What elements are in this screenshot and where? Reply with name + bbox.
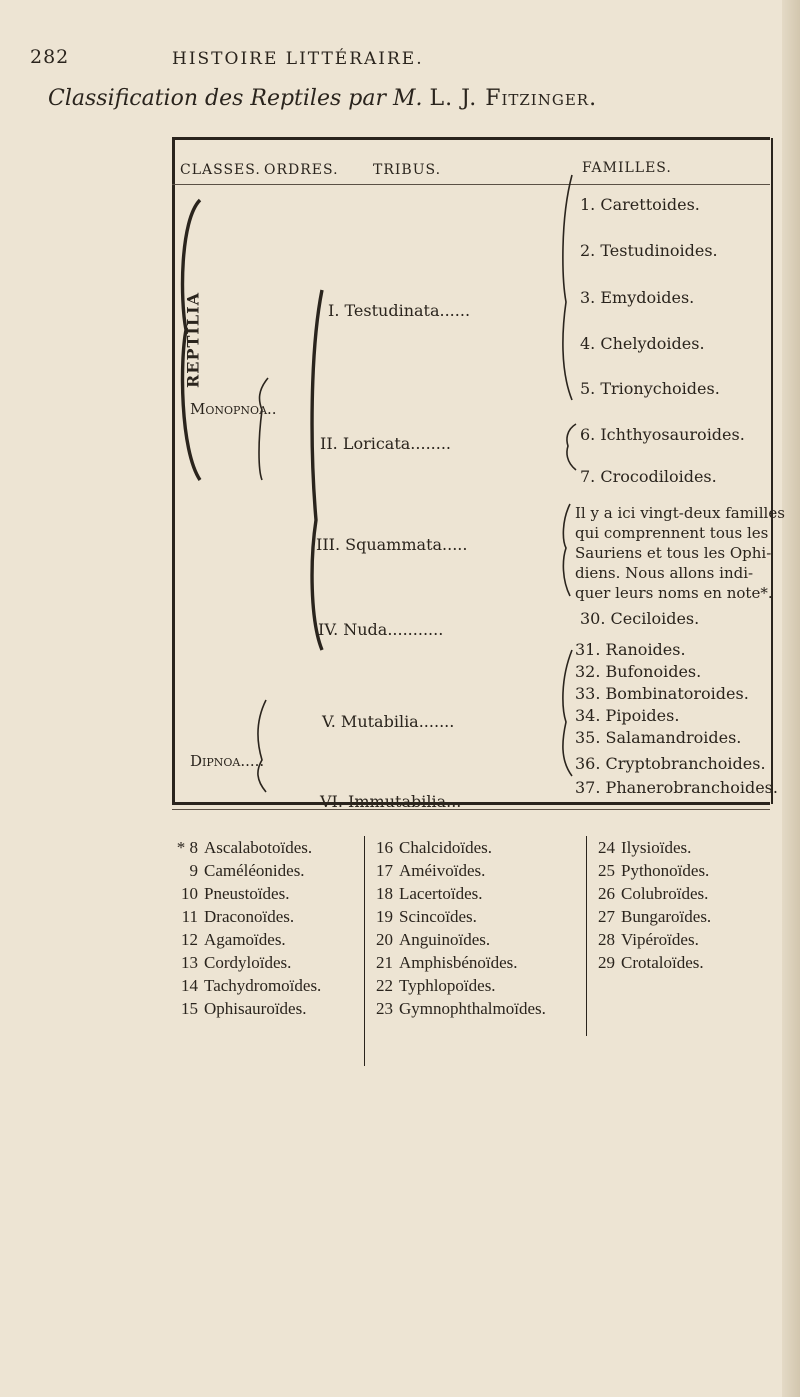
- footnote-name: Chalcidoïdes.: [399, 838, 493, 857]
- footnote-name: Ilysioïdes.: [621, 838, 692, 857]
- footnote-item: [593, 859, 711, 882]
- footnote-name: Tachydromoïdes.: [204, 976, 322, 995]
- footnote-column-3: [586, 836, 711, 1036]
- family-row: [580, 425, 745, 444]
- footnote-item: [371, 928, 546, 951]
- footnote-item: [371, 951, 546, 974]
- footnote-item: [176, 974, 321, 997]
- footnote-number: 14: [181, 976, 198, 995]
- table-bottom-rule-thin: [172, 809, 770, 810]
- footnote-name: Amphisbénoïdes.: [399, 953, 518, 972]
- footnote-name: Vipéroïdes.: [621, 930, 699, 949]
- family-row: [580, 467, 717, 486]
- footnote-number: 19: [376, 907, 393, 926]
- footnote-number: 27: [598, 907, 615, 926]
- tribe-testudinata: I. Testudinata......: [328, 301, 471, 320]
- table-caption: [48, 86, 597, 111]
- note-line: diens. Nous allons indi-: [575, 564, 754, 582]
- footnote-name: Draconoïdes.: [204, 907, 295, 926]
- footnote-name: Colubroïdes.: [621, 884, 709, 903]
- family-name: Salamandroides.: [605, 728, 742, 747]
- footnote-number: 28: [598, 930, 615, 949]
- footnote-name: Gymnophthalmoïdes.: [399, 999, 546, 1018]
- family-row: [580, 379, 720, 398]
- footnote-number: 22: [376, 976, 393, 995]
- family-number: 35.: [575, 728, 601, 747]
- footnote-name: Agamoïdes.: [204, 930, 286, 949]
- footnote-name: Caméléonides.: [204, 861, 305, 880]
- family-name: Ceciloides.: [610, 609, 700, 628]
- footnote-name: Crotaloïdes.: [621, 953, 704, 972]
- squammata-note: [575, 503, 785, 603]
- footnote-number: 26: [598, 884, 615, 903]
- header-classes: CLASSES.: [180, 162, 261, 178]
- family-number: 7.: [580, 467, 596, 486]
- note-line: qui comprennent tous les: [575, 524, 769, 542]
- family-number: 3.: [580, 288, 596, 307]
- family-number: 31.: [575, 640, 601, 659]
- caption-author: L. J. Fitzinger.: [429, 86, 598, 111]
- family-row: [580, 241, 718, 260]
- family-row: [575, 754, 766, 773]
- tribe-loricata: II. Loricata........: [320, 434, 451, 453]
- footnote-number: 13: [181, 953, 198, 972]
- family-number: 1.: [580, 195, 596, 214]
- footnote-name: Lacertoïdes.: [399, 884, 483, 903]
- family-name: Emydoides.: [600, 288, 695, 307]
- footnote-number: 15: [181, 999, 198, 1018]
- family-name: Chelydoides.: [600, 334, 705, 353]
- footnote-item: [176, 859, 321, 882]
- footnote-number: 23: [376, 999, 393, 1018]
- family-number: 37.: [575, 778, 601, 797]
- footnote-name: Améivoïdes.: [399, 861, 486, 880]
- page-number: 282: [30, 46, 70, 68]
- footnote-number: 21: [376, 953, 393, 972]
- footnote-item: [371, 836, 546, 859]
- family-number: 5.: [580, 379, 596, 398]
- running-title: HISTOIRE LITTÉRAIRE.: [172, 49, 424, 69]
- footnote-item: [176, 951, 321, 974]
- footnote-name: Cordyloïdes.: [204, 953, 292, 972]
- header-ordres: ORDRES.: [264, 162, 339, 178]
- footnote-item: [593, 951, 711, 974]
- header-tribus: TRIBUS.: [373, 162, 442, 178]
- note-line: Il y a ici vingt-deux familles: [575, 504, 785, 522]
- order-dipnoa: Dipnoa.....: [190, 752, 265, 770]
- family-number: 36.: [575, 754, 601, 773]
- footnote-name: Scincoïdes.: [399, 907, 477, 926]
- class-reptilia: [176, 290, 210, 390]
- footnote-name: Ophisauroïdes.: [204, 999, 307, 1018]
- family-number: 34.: [575, 706, 601, 725]
- family-number: 4.: [580, 334, 596, 353]
- footnote-item: [176, 928, 321, 951]
- family-name: Crocodiloides.: [600, 467, 717, 486]
- order-monopnoa: Monopnoa..: [190, 400, 277, 418]
- footnote-item: [176, 997, 321, 1020]
- footnote-number: 17: [376, 861, 393, 880]
- family-name: Ranoides.: [605, 640, 686, 659]
- family-name: Bufonoides.: [605, 662, 702, 681]
- footnote-item: [371, 882, 546, 905]
- family-row: [580, 195, 700, 214]
- family-row: [575, 778, 778, 797]
- footnote-number: 9: [189, 861, 198, 880]
- family-number: 30.: [580, 609, 606, 628]
- footnote-number: 18: [376, 884, 393, 903]
- footnote-item: [371, 905, 546, 928]
- header-familles: FAMILLES.: [582, 160, 672, 176]
- footnote-name: Bungaroïdes.: [621, 907, 712, 926]
- family-number: 32.: [575, 662, 601, 681]
- family-name: Ichthyosauroides.: [600, 425, 745, 444]
- note-line: Sauriens et tous les Ophi-: [575, 544, 772, 562]
- footnote-item: [371, 974, 546, 997]
- family-name: Bombinatoroides.: [605, 684, 749, 703]
- footnote-number: 12: [181, 930, 198, 949]
- footnote-item: [371, 859, 546, 882]
- footnote-name: Typhlopoïdes.: [399, 976, 496, 995]
- family-name: Trionychoides.: [600, 379, 720, 398]
- family-name: Testudinoides.: [600, 241, 718, 260]
- family-number: 6.: [580, 425, 596, 444]
- family-row: [575, 728, 741, 747]
- family-row: [580, 334, 705, 353]
- family-number: 2.: [580, 241, 596, 260]
- page-edge: [782, 0, 800, 1397]
- footnote-column-1: [176, 836, 321, 1020]
- family-row: [580, 288, 694, 307]
- table-bottom-rule: [172, 802, 770, 805]
- footnote-name: Ascalabotoïdes.: [204, 838, 313, 857]
- footnote-number: 29: [598, 953, 615, 972]
- family-name: Cryptobranchoides.: [605, 754, 766, 773]
- tribe-immutabilia: VI. Immutabilia...: [320, 792, 462, 811]
- family-name: Pipoides.: [605, 706, 680, 725]
- footnote-number: 20: [376, 930, 393, 949]
- footnote-name: Pythonoïdes.: [621, 861, 710, 880]
- footnote-number: 24: [598, 838, 615, 857]
- family-name: Carettoides.: [600, 195, 700, 214]
- footnote-name: Anguinoïdes.: [399, 930, 491, 949]
- footnote-item: [593, 928, 711, 951]
- class-reptilia-label: REPTILIA: [183, 291, 203, 389]
- footnote-number: 11: [181, 907, 198, 926]
- footnote-column-2: [364, 836, 546, 1066]
- footnote-number: * 8: [176, 838, 198, 857]
- tribe-nuda: IV. Nuda...........: [318, 620, 444, 639]
- family-name: Phanerobranchoides.: [605, 778, 778, 797]
- footnote-item: [176, 836, 321, 859]
- footnote-number: 16: [376, 838, 393, 857]
- family-row: [575, 684, 749, 703]
- family-row: [575, 706, 679, 725]
- table-header-rule: [172, 184, 770, 185]
- caption-prefix: Classification des Reptiles par M.: [48, 86, 423, 111]
- tribe-squammata: III. Squammata.....: [316, 535, 468, 554]
- family-row: [575, 640, 686, 659]
- footnote-number: 10: [181, 884, 198, 903]
- footnote-number: 25: [598, 861, 615, 880]
- footnote-item: [371, 997, 546, 1020]
- family-row: [575, 662, 701, 681]
- footnote-item: [593, 882, 711, 905]
- footnote-item: [593, 836, 711, 859]
- note-line: quer leurs noms en note*.: [575, 584, 773, 602]
- tribe-mutabilia: V. Mutabilia.......: [322, 712, 455, 731]
- footnote-item: [176, 905, 321, 928]
- footnote-item: [593, 905, 711, 928]
- family-number: 33.: [575, 684, 601, 703]
- footnote-name: Pneustoïdes.: [204, 884, 290, 903]
- family-row: [580, 609, 699, 628]
- footnote-item: [176, 882, 321, 905]
